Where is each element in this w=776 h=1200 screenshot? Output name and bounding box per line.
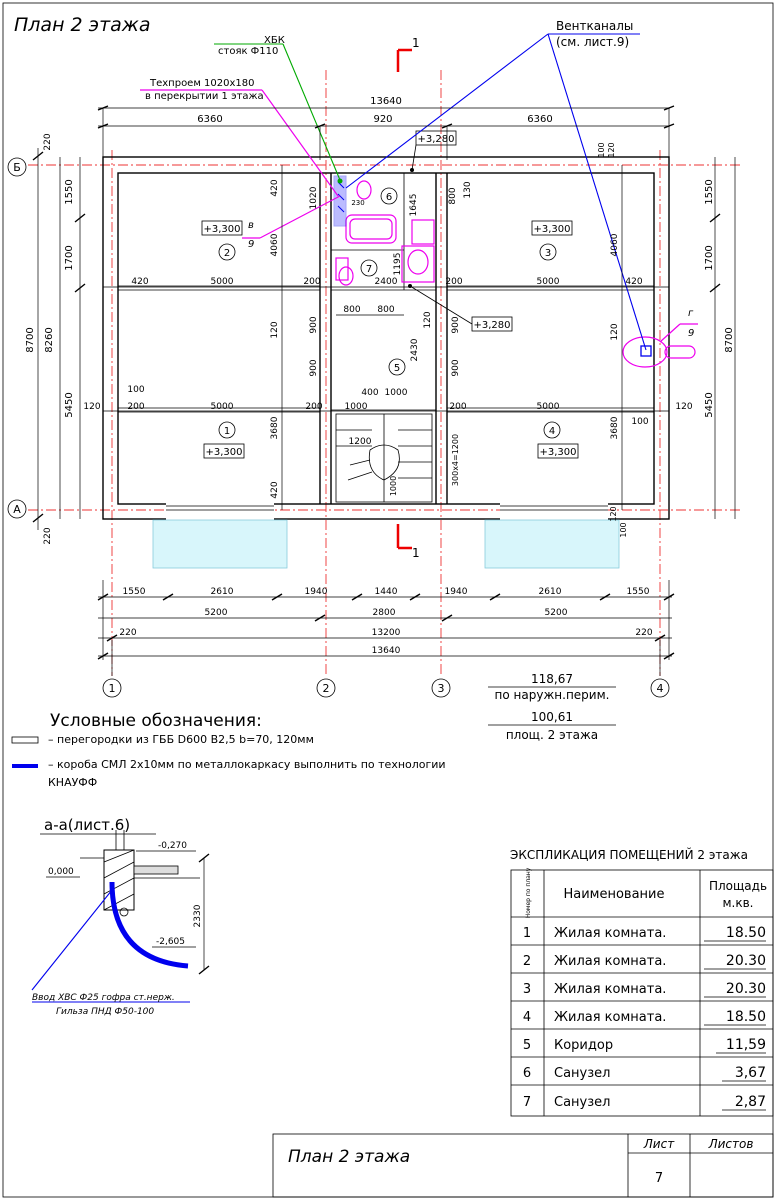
svg-text:5000: 5000 [210, 402, 234, 412]
svg-text:130: 130 [463, 181, 473, 199]
svg-text:3: 3 [437, 682, 445, 695]
svg-text:800: 800 [343, 305, 361, 315]
svg-text:2330: 2330 [193, 904, 203, 928]
svg-text:900: 900 [309, 316, 319, 334]
svg-text:2610: 2610 [538, 587, 562, 597]
svg-text:5200: 5200 [544, 608, 568, 618]
svg-text:1: 1 [223, 426, 231, 437]
svg-text:Жилая комната.: Жилая комната. [554, 926, 667, 941]
svg-text:220: 220 [43, 133, 53, 151]
svg-text:1940: 1940 [444, 587, 468, 597]
svg-text:+3,280: +3,280 [417, 134, 455, 145]
svg-text:200: 200 [127, 402, 145, 412]
svg-text:Санузел: Санузел [554, 1095, 611, 1110]
svg-text:Б: Б [13, 161, 21, 174]
svg-text:200: 200 [445, 277, 463, 287]
bottom-dimensions [98, 580, 674, 676]
stamp-sheet-label: Лист [643, 1137, 675, 1151]
svg-text:13200: 13200 [371, 628, 401, 638]
legend-partition-swatch [12, 737, 38, 743]
svg-text:120: 120 [675, 402, 693, 412]
svg-text:стояк Ф110: стояк Ф110 [218, 46, 279, 57]
svg-text:1440: 1440 [374, 587, 398, 597]
stamp-sheets-label: Листов [708, 1137, 754, 1151]
svg-text:2800: 2800 [372, 608, 396, 618]
svg-text:100: 100 [631, 417, 649, 427]
legend-item-1: – перегородки из ГББ D600 В2,5 b=70, 120мм [48, 733, 314, 746]
svg-text:1200: 1200 [348, 437, 372, 447]
svg-text:420: 420 [625, 277, 643, 287]
svg-text:1: 1 [108, 682, 116, 695]
balcony-left [153, 520, 287, 568]
floor-plan [8, 19, 740, 742]
table-row [523, 1037, 766, 1053]
svg-text:420: 420 [270, 481, 280, 499]
svg-text:220: 220 [119, 628, 137, 638]
svg-text:120: 120 [610, 323, 620, 341]
svg-text:8700: 8700 [724, 327, 735, 353]
table-row [523, 1009, 766, 1025]
svg-text:900: 900 [451, 359, 461, 377]
svg-text:2: 2 [223, 248, 231, 259]
svg-text:118,67: 118,67 [531, 672, 573, 686]
col-header-name: Наименование [563, 887, 665, 902]
svg-text:Жилая комната.: Жилая комната. [554, 1010, 667, 1025]
svg-text:+3,300: +3,300 [205, 447, 243, 458]
svg-text:300х4=1200: 300х4=1200 [451, 433, 460, 487]
svg-text:420: 420 [270, 179, 280, 197]
svg-text:5450: 5450 [704, 392, 715, 418]
explication-title: ЭКСПЛИКАЦИЯ ПОМЕЩЕНИЙ 2 этажа [510, 848, 748, 862]
svg-text:120: 120 [83, 402, 101, 412]
bathroom-fixtures [334, 176, 434, 285]
svg-text:5000: 5000 [536, 277, 560, 287]
svg-text:1550: 1550 [64, 179, 75, 205]
svg-text:Коридор: Коридор [554, 1038, 614, 1053]
explication-table [510, 847, 773, 1116]
svg-text:200: 200 [303, 277, 321, 287]
svg-text:800: 800 [377, 305, 395, 315]
top-dimensions [98, 96, 674, 160]
svg-text:900: 900 [309, 359, 319, 377]
legend [12, 711, 446, 789]
svg-text:2400: 2400 [374, 277, 398, 287]
svg-text:1: 1 [412, 36, 420, 50]
svg-text:13640: 13640 [371, 646, 401, 656]
svg-text:100: 100 [597, 142, 606, 158]
svg-text:120: 120 [423, 311, 433, 329]
svg-text:1700: 1700 [64, 245, 75, 271]
col-header-area-1: Площадь [708, 879, 768, 893]
inner-dimensions [83, 277, 695, 447]
legend-item-2b: КНАУФФ [48, 776, 98, 789]
svg-text:0,000: 0,000 [48, 867, 74, 877]
svg-text:8260: 8260 [44, 327, 55, 353]
svg-text:2610: 2610 [210, 587, 234, 597]
water-inlet-pipe [112, 882, 188, 966]
stamp-sheet-number: 7 [654, 1171, 664, 1186]
techproem-callout [140, 78, 338, 196]
svg-text:4060: 4060 [610, 233, 620, 257]
hbk-callout [214, 35, 340, 180]
svg-text:3680: 3680 [610, 416, 620, 440]
legend-item-2: – короба СМЛ 2х10мм по металлокаркасу выполнить по технологии [48, 758, 446, 771]
staircase [336, 414, 432, 502]
outer-wall-outline [103, 157, 669, 522]
table-row [523, 1065, 766, 1081]
col-header-no: Номер по плану [525, 867, 532, 919]
svg-text:4060: 4060 [270, 233, 280, 257]
svg-text:1550: 1550 [122, 587, 146, 597]
svg-text:18.50: 18.50 [725, 1009, 766, 1025]
svg-text:6360: 6360 [197, 114, 223, 125]
svg-text:120: 120 [609, 506, 618, 522]
vent-callout [346, 19, 646, 350]
inner-vertical-dimensions [270, 142, 628, 537]
svg-text:100,61: 100,61 [531, 710, 573, 724]
table-row [523, 925, 766, 941]
svg-text:120: 120 [607, 142, 616, 158]
svg-text:5000: 5000 [210, 277, 234, 287]
col-header-area-2: м.кв. [722, 896, 754, 910]
svg-text:по наружн.перим.: по наружн.перим. [494, 688, 610, 702]
svg-text:2,87: 2,87 [734, 1094, 766, 1110]
svg-text:5450: 5450 [64, 392, 75, 418]
svg-text:3,67: 3,67 [734, 1065, 766, 1081]
svg-text:20.30: 20.30 [725, 953, 766, 969]
svg-text:3: 3 [544, 248, 552, 259]
svg-text:3: 3 [522, 982, 532, 997]
svg-text:А: А [13, 503, 21, 516]
svg-text:1195: 1195 [393, 252, 403, 276]
svg-text:420: 420 [131, 277, 149, 287]
node-b-callout [242, 196, 340, 250]
svg-text:+3,300: +3,300 [539, 447, 577, 458]
left-dimensions [25, 133, 85, 544]
svg-text:120: 120 [270, 321, 280, 339]
svg-text:9: 9 [688, 328, 695, 339]
svg-text:9: 9 [248, 239, 255, 250]
svg-text:1000: 1000 [389, 475, 398, 497]
svg-text:900: 900 [451, 316, 461, 334]
svg-text:5000: 5000 [536, 402, 560, 412]
detail-note-2: Гильза ПНД Ф50-100 [56, 1007, 155, 1017]
plan-title: План 2 этажа [14, 14, 151, 36]
svg-text:1: 1 [522, 926, 532, 941]
legend-title: Условные обозначения: [50, 711, 262, 731]
svg-text:5: 5 [393, 363, 401, 374]
svg-text:100: 100 [619, 522, 628, 538]
balcony-right [485, 520, 619, 568]
svg-text:Техпроем 1020х180: Техпроем 1020х180 [150, 78, 255, 89]
svg-text:1940: 1940 [304, 587, 328, 597]
svg-text:1000: 1000 [384, 388, 408, 398]
room-labels [202, 131, 578, 458]
svg-text:6: 6 [385, 192, 393, 203]
node-g-callout [660, 308, 698, 342]
svg-text:400: 400 [361, 388, 379, 398]
svg-text:3680: 3680 [270, 416, 280, 440]
svg-text:11,59: 11,59 [725, 1037, 766, 1053]
svg-text:20.30: 20.30 [725, 981, 766, 997]
svg-text:Жилая комната.: Жилая комната. [554, 954, 667, 969]
svg-text:100: 100 [127, 385, 145, 395]
section-mark-top [398, 36, 420, 72]
stamp-title: План 2 этажа [288, 1147, 411, 1167]
svg-text:6: 6 [522, 1066, 532, 1081]
svg-text:220: 220 [43, 527, 53, 545]
svg-text:1020: 1020 [309, 186, 319, 210]
svg-text:4: 4 [548, 426, 556, 437]
svg-text:ХБК: ХБК [264, 35, 285, 46]
svg-text:1700: 1700 [704, 245, 715, 271]
svg-text:+3,280: +3,280 [473, 320, 511, 331]
svg-text:площ. 2 этажа: площ. 2 этажа [505, 728, 599, 742]
svg-text:920: 920 [373, 114, 393, 125]
svg-text:5: 5 [522, 1038, 532, 1053]
svg-text:5200: 5200 [204, 608, 228, 618]
svg-text:(см. лист.9): (см. лист.9) [556, 35, 630, 49]
detail-section [32, 816, 209, 1017]
svg-text:230: 230 [351, 199, 365, 207]
svg-text:1550: 1550 [626, 587, 650, 597]
title-stamp [273, 1134, 773, 1197]
svg-text:13640: 13640 [370, 96, 402, 107]
svg-text:1: 1 [412, 546, 420, 560]
svg-text:8700: 8700 [25, 327, 36, 353]
table-row [523, 1094, 766, 1110]
svg-text:2430: 2430 [410, 338, 420, 362]
svg-text:2: 2 [522, 954, 532, 969]
area-summary [488, 672, 616, 742]
svg-text:200: 200 [449, 402, 467, 412]
svg-text:4: 4 [522, 1010, 532, 1025]
svg-text:Санузел: Санузел [554, 1066, 611, 1081]
svg-text:7: 7 [522, 1095, 532, 1110]
svg-text:18.50: 18.50 [725, 925, 766, 941]
svg-text:6360: 6360 [527, 114, 553, 125]
svg-text:220: 220 [635, 628, 653, 638]
svg-text:1550: 1550 [704, 179, 715, 205]
svg-text:-2,605: -2,605 [156, 937, 186, 947]
svg-text:Жилая комната.: Жилая комната. [554, 982, 667, 997]
svg-text:в перекрытии 1 этажа: в перекрытии 1 этажа [145, 91, 264, 102]
svg-text:г: г [688, 308, 694, 319]
svg-text:1000: 1000 [344, 402, 368, 412]
detail-note-1: Ввод ХВС Ф25 гофра ст.нерж. [32, 993, 175, 1003]
svg-text:800: 800 [448, 187, 458, 205]
svg-text:+3,300: +3,300 [203, 224, 241, 235]
svg-text:7: 7 [365, 264, 373, 275]
svg-text:в: в [248, 220, 254, 231]
svg-text:2: 2 [322, 682, 330, 695]
detail-title: а-а(лист.6) [44, 816, 131, 834]
right-dimensions [704, 157, 735, 519]
svg-text:-0,270: -0,270 [158, 841, 188, 851]
svg-text:4: 4 [656, 682, 664, 695]
svg-text:Вентканалы: Вентканалы [556, 19, 634, 33]
table-row [523, 981, 766, 997]
section-mark-bottom [398, 524, 420, 560]
table-row [523, 953, 766, 969]
svg-text:200: 200 [305, 402, 323, 412]
svg-text:1645: 1645 [409, 193, 419, 217]
svg-text:+3,300: +3,300 [533, 224, 571, 235]
